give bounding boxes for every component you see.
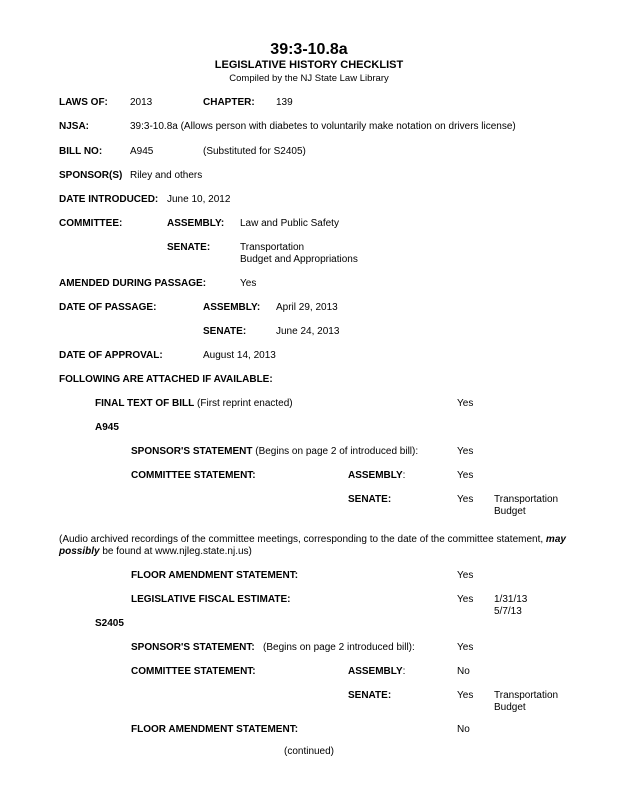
s2405-assembly-value: No [457,666,470,677]
a945-assembly-row [348,470,405,482]
passage-assembly-value: April 29, 2013 [276,302,338,313]
laws-of-value: 2013 [130,97,153,108]
continued-note: (continued) [283,746,335,757]
committee-label: COMMITTEE: [59,218,123,229]
a945-fiscal-estimate-value: Yes [457,594,474,605]
chapter-value: 139 [276,97,293,108]
s2405-floor-amendment-label: FLOOR AMENDMENT STATEMENT: [131,724,299,735]
amended-value: Yes [240,278,257,289]
a945-sponsor-statement-label: SPONSOR'S STATEMENT [131,446,253,457]
committee-senate-label: SENATE: [167,242,211,253]
s2405-assembly-row [348,666,405,678]
a945-floor-amendment-value: Yes [457,570,474,581]
a945-senate-label: SENATE: [348,494,392,505]
a945-fiscal-date-2: 5/7/13 [494,606,522,617]
final-text-value: Yes [457,398,474,409]
committee-senate-value-2: Budget and Appropriations [240,254,358,265]
s2405-senate-value: Yes [457,690,474,701]
page-title: 39:3-10.8a [270,41,348,58]
committee-assembly-label: ASSEMBLY: [167,218,225,229]
final-text-row [95,398,293,410]
s2405-senate-note-2: Budget [494,702,526,713]
audio-note-part-1: (Audio archived recordings of the committee meetings, corresponding to the date of the committee statement, [59,534,546,545]
date-of-passage-label: DATE OF PASSAGE: [59,302,157,313]
page-subtitle: LEGISLATIVE HISTORY CHECKLIST [214,59,404,71]
s2405-assembly-label: ASSEMBLY [348,666,403,677]
compiled-by: Compiled by the NJ State Law Library [229,73,389,84]
a945-heading: A945 [95,422,119,433]
a945-assembly-colon: : [402,470,406,481]
bill-no-note: (Substituted for S2405) [203,146,306,157]
bill-no-label: BILL NO: [59,146,103,157]
a945-sponsor-statement-value: Yes [457,446,474,457]
committee-assembly-value: Law and Public Safety [240,218,339,229]
s2405-senate-note-1: Transportation [494,690,559,701]
date-introduced-label: DATE INTRODUCED: [59,194,159,205]
njsa-label: NJSA: [59,121,90,132]
a945-floor-amendment-label: FLOOR AMENDMENT STATEMENT: [131,570,299,581]
final-text-note: (First reprint enacted) [194,398,293,409]
a945-senate-value: Yes [457,494,474,505]
s2405-sponsor-statement-value: Yes [457,642,474,653]
date-of-approval-value: August 14, 2013 [203,350,276,361]
a945-senate-note-2: Budget [494,506,526,517]
s2405-sponsor-statement-label: SPONSOR'S STATEMENT: [131,642,255,653]
audio-note-part-2: be found at www.njleg.state.nj.us) [99,546,252,557]
a945-fiscal-estimate-label: LEGISLATIVE FISCAL ESTIMATE: [131,594,291,605]
audio-note [59,534,607,558]
laws-of-label: LAWS OF: [59,97,108,108]
passage-assembly-label: ASSEMBLY: [203,302,261,313]
a945-committee-statement-label: COMMITTEE STATEMENT: [131,470,256,481]
a945-sponsor-statement-row [131,446,418,458]
a945-senate-note-1: Transportation [494,494,559,505]
sponsor-value: Riley and others [130,170,203,181]
date-of-approval-label: DATE OF APPROVAL: [59,350,163,361]
a945-fiscal-date-1: 1/31/13 [494,594,528,605]
date-introduced-value: June 10, 2012 [167,194,231,205]
committee-senate-value-1: Transportation [240,242,305,253]
a945-assembly-value: Yes [457,470,474,481]
a945-assembly-label: ASSEMBLY [348,470,403,481]
s2405-senate-label: SENATE: [348,690,392,701]
attached-heading: FOLLOWING ARE ATTACHED IF AVAILABLE: [59,374,273,385]
audio-note-emphasis: may possibly [59,534,566,557]
passage-senate-label: SENATE: [203,326,247,337]
amended-label: AMENDED DURING PASSAGE: [59,278,207,289]
s2405-sponsor-statement-row [131,642,415,654]
s2405-floor-amendment-value: No [457,724,470,735]
bill-no-value: A945 [130,146,154,157]
sponsor-label: SPONSOR(S) [59,170,123,181]
final-text-label: FINAL TEXT OF BILL [95,398,195,409]
s2405-assembly-colon: : [402,666,406,677]
s2405-committee-statement-label: COMMITTEE STATEMENT: [131,666,256,677]
passage-senate-value: June 24, 2013 [276,326,340,337]
s2405-sponsor-statement-note: (Begins on page 2 introduced bill): [254,642,415,653]
a945-sponsor-statement-note: (Begins on page 2 of introduced bill): [252,446,419,457]
chapter-label: CHAPTER: [203,97,255,108]
njsa-value: 39:3-10.8a (Allows person with diabetes to voluntarily make notation on drivers license) [130,121,516,132]
s2405-heading: S2405 [95,618,124,629]
